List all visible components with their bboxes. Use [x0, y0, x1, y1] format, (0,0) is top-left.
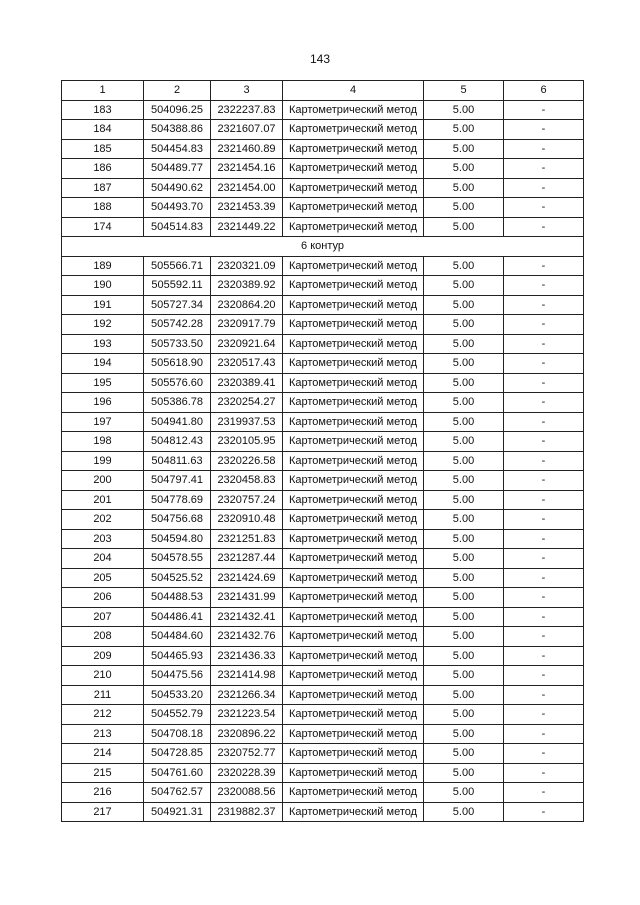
table-row	[62, 529, 584, 549]
table-cell: 504484.60	[144, 627, 211, 647]
table-cell: 504488.53	[144, 588, 211, 608]
table-cell: -	[504, 373, 584, 393]
table-cell: -	[504, 120, 584, 140]
table-cell: 2321287.44	[211, 549, 283, 569]
table-cell: 2320226.58	[211, 451, 283, 471]
table-cell: 2320389.92	[211, 276, 283, 296]
table-cell: 504475.56	[144, 666, 211, 686]
table-cell: 215	[62, 763, 144, 783]
table-cell: -	[504, 802, 584, 822]
table-cell: 2320321.09	[211, 256, 283, 276]
table-cell: 505742.28	[144, 315, 211, 335]
table-cell: 2321454.16	[211, 159, 283, 179]
table-cell: 212	[62, 705, 144, 725]
table-cell: 5.00	[424, 685, 504, 705]
table-cell: Картометрический метод	[283, 159, 424, 179]
table-cell: -	[504, 198, 584, 218]
table-cell: 5.00	[424, 549, 504, 569]
table-cell: 187	[62, 178, 144, 198]
table-cell: 217	[62, 802, 144, 822]
table-cell: 505727.34	[144, 295, 211, 315]
table-cell: Картометрический метод	[283, 354, 424, 374]
table-cell: 505733.50	[144, 334, 211, 354]
table-cell: 504778.69	[144, 490, 211, 510]
table-cell: 5.00	[424, 763, 504, 783]
table-cell: 504761.60	[144, 763, 211, 783]
table-cell: 504486.41	[144, 607, 211, 627]
table-cell: 193	[62, 334, 144, 354]
table-row	[62, 510, 584, 530]
table-cell: 2321432.41	[211, 607, 283, 627]
table-cell: Картометрический метод	[283, 724, 424, 744]
table-cell: 2322237.83	[211, 100, 283, 120]
table-cell: 2320921.64	[211, 334, 283, 354]
table-cell: 5.00	[424, 354, 504, 374]
table-cell: 5.00	[424, 471, 504, 491]
table-row	[62, 685, 584, 705]
table-cell: 216	[62, 783, 144, 803]
table-cell: 2320517.43	[211, 354, 283, 374]
table-cell: 504533.20	[144, 685, 211, 705]
column-header: 4	[283, 81, 424, 101]
table-row	[62, 588, 584, 608]
table-row	[62, 724, 584, 744]
table-cell: -	[504, 783, 584, 803]
table-cell: -	[504, 549, 584, 569]
table-cell: 5.00	[424, 529, 504, 549]
table-cell: -	[504, 627, 584, 647]
table-cell: -	[504, 159, 584, 179]
table-row	[62, 763, 584, 783]
table-cell: -	[504, 510, 584, 530]
table-cell: 2321266.34	[211, 685, 283, 705]
table-cell: Картометрический метод	[283, 256, 424, 276]
table-cell: 197	[62, 412, 144, 432]
table-cell: Картометрический метод	[283, 744, 424, 764]
table-row	[62, 295, 584, 315]
table-row	[62, 178, 584, 198]
table-cell: 2321431.99	[211, 588, 283, 608]
table-cell: Картометрический метод	[283, 627, 424, 647]
table-cell: 2321436.33	[211, 646, 283, 666]
table-cell: 2321453.39	[211, 198, 283, 218]
table-cell: -	[504, 334, 584, 354]
table-cell: 2320752.77	[211, 744, 283, 764]
table-cell: 2320105.95	[211, 432, 283, 452]
table-cell: -	[504, 607, 584, 627]
table-cell: 5.00	[424, 276, 504, 296]
table-cell: 504811.63	[144, 451, 211, 471]
table-cell: 184	[62, 120, 144, 140]
table-cell: -	[504, 276, 584, 296]
table-cell: 5.00	[424, 724, 504, 744]
table-row	[62, 373, 584, 393]
contour-row	[62, 237, 584, 257]
table-cell: Картометрический метод	[283, 607, 424, 627]
table-row	[62, 432, 584, 452]
table-cell: 2320910.48	[211, 510, 283, 530]
table-cell: 2321223.54	[211, 705, 283, 725]
table-cell: -	[504, 315, 584, 335]
table-cell: 213	[62, 724, 144, 744]
table-cell: 2321251.83	[211, 529, 283, 549]
table-cell: 214	[62, 744, 144, 764]
table-cell: 2321454.00	[211, 178, 283, 198]
table-cell: 2321449.22	[211, 217, 283, 237]
table-cell: -	[504, 471, 584, 491]
table-cell: Картометрический метод	[283, 393, 424, 413]
table-cell: 191	[62, 295, 144, 315]
table-header-row	[62, 81, 584, 101]
table-cell: 192	[62, 315, 144, 335]
table-cell: 504921.31	[144, 802, 211, 822]
table-cell: Картометрический метод	[283, 646, 424, 666]
table-cell: 188	[62, 198, 144, 218]
table-row	[62, 568, 584, 588]
table-cell: 5.00	[424, 217, 504, 237]
table-cell: Картометрический метод	[283, 705, 424, 725]
table-cell: 5.00	[424, 646, 504, 666]
table-row	[62, 549, 584, 569]
table-cell: 5.00	[424, 568, 504, 588]
table-cell: Картометрический метод	[283, 510, 424, 530]
table-row	[62, 354, 584, 374]
table-cell: 174	[62, 217, 144, 237]
table-cell: -	[504, 432, 584, 452]
table-cell: Картометрический метод	[283, 529, 424, 549]
table-cell: 504490.62	[144, 178, 211, 198]
table-cell: Картометрический метод	[283, 432, 424, 452]
table-cell: Картометрический метод	[283, 139, 424, 159]
table-cell: 504797.41	[144, 471, 211, 491]
table-cell: -	[504, 763, 584, 783]
table-cell: 2320896.22	[211, 724, 283, 744]
table-cell: 5.00	[424, 295, 504, 315]
table-cell: 5.00	[424, 432, 504, 452]
table-cell: 2321414.98	[211, 666, 283, 686]
table-row	[62, 744, 584, 764]
table-row	[62, 802, 584, 822]
table-row	[62, 217, 584, 237]
table-cell: -	[504, 666, 584, 686]
table-cell: 5.00	[424, 120, 504, 140]
table-cell: 2320389.41	[211, 373, 283, 393]
table-cell: Картометрический метод	[283, 295, 424, 315]
table-row	[62, 451, 584, 471]
table-cell: -	[504, 295, 584, 315]
contour-label: 6 контур	[62, 237, 584, 257]
table-cell: 504762.57	[144, 783, 211, 803]
table-cell: Картометрический метод	[283, 783, 424, 803]
table-cell: 5.00	[424, 178, 504, 198]
table-cell: Картометрический метод	[283, 198, 424, 218]
table-cell: 201	[62, 490, 144, 510]
table-cell: 210	[62, 666, 144, 686]
coordinates-table	[61, 80, 584, 822]
table-cell: 5.00	[424, 666, 504, 686]
table-cell: 5.00	[424, 705, 504, 725]
table-row	[62, 627, 584, 647]
table-row	[62, 159, 584, 179]
table-row	[62, 315, 584, 335]
column-header: 5	[424, 81, 504, 101]
table-cell: -	[504, 685, 584, 705]
table-cell: 207	[62, 607, 144, 627]
table-cell: 2320917.79	[211, 315, 283, 335]
table-cell: 2321460.89	[211, 139, 283, 159]
table-row	[62, 471, 584, 491]
table-cell: -	[504, 724, 584, 744]
table-cell: 5.00	[424, 802, 504, 822]
table-row	[62, 646, 584, 666]
table-cell: Картометрический метод	[283, 763, 424, 783]
table-cell: 505618.90	[144, 354, 211, 374]
table-cell: 5.00	[424, 256, 504, 276]
page-number: 143	[309, 52, 331, 66]
table-row	[62, 705, 584, 725]
table-cell: 2321432.76	[211, 627, 283, 647]
column-header: 6	[504, 81, 584, 101]
table-cell: 505576.60	[144, 373, 211, 393]
table-cell: 504756.68	[144, 510, 211, 530]
table-cell: 202	[62, 510, 144, 530]
table-cell: 2320254.27	[211, 393, 283, 413]
table-row	[62, 120, 584, 140]
table-row	[62, 783, 584, 803]
table-cell: Картометрический метод	[283, 471, 424, 491]
table-cell: 504728.85	[144, 744, 211, 764]
table-cell: 504594.80	[144, 529, 211, 549]
table-cell: 183	[62, 100, 144, 120]
table-cell: 2320864.20	[211, 295, 283, 315]
table-cell: 5.00	[424, 315, 504, 335]
table-cell: 5.00	[424, 159, 504, 179]
table-cell: 190	[62, 276, 144, 296]
table-cell: 504812.43	[144, 432, 211, 452]
table-row	[62, 100, 584, 120]
table-cell: 199	[62, 451, 144, 471]
table-cell: 2320458.83	[211, 471, 283, 491]
table-cell: 189	[62, 256, 144, 276]
table-cell: 5.00	[424, 451, 504, 471]
table-cell: 204	[62, 549, 144, 569]
table-cell: Картометрический метод	[283, 451, 424, 471]
table-cell: 5.00	[424, 139, 504, 159]
table-cell: 504454.83	[144, 139, 211, 159]
table-cell: 198	[62, 432, 144, 452]
table-row	[62, 607, 584, 627]
table-cell: Картометрический метод	[283, 802, 424, 822]
table-cell: -	[504, 217, 584, 237]
table-cell: Картометрический метод	[283, 334, 424, 354]
table-cell: 5.00	[424, 588, 504, 608]
table-cell: Картометрический метод	[283, 412, 424, 432]
table-cell: -	[504, 139, 584, 159]
table-cell: Картометрический метод	[283, 217, 424, 237]
table-cell: -	[504, 588, 584, 608]
contour-group	[62, 237, 584, 257]
table-cell: 2319882.37	[211, 802, 283, 822]
table-cell: 185	[62, 139, 144, 159]
table-cell: 504941.80	[144, 412, 211, 432]
table-cell: 504708.18	[144, 724, 211, 744]
table-cell: Картометрический метод	[283, 666, 424, 686]
table-cell: 208	[62, 627, 144, 647]
table-row	[62, 412, 584, 432]
table-cell: 505566.71	[144, 256, 211, 276]
table-cell: 196	[62, 393, 144, 413]
table-cell: 5.00	[424, 627, 504, 647]
table-cell: 5.00	[424, 607, 504, 627]
table-row	[62, 393, 584, 413]
table-cell: 2320228.39	[211, 763, 283, 783]
table-cell: 205	[62, 568, 144, 588]
table-cell: 2321424.69	[211, 568, 283, 588]
table-cell: Картометрический метод	[283, 100, 424, 120]
table-cell: 504465.93	[144, 646, 211, 666]
table-cell: -	[504, 393, 584, 413]
table-cell: Картометрический метод	[283, 588, 424, 608]
table-cell: 504388.86	[144, 120, 211, 140]
table-cell: -	[504, 568, 584, 588]
table-cell: 504578.55	[144, 549, 211, 569]
table-cell: 5.00	[424, 393, 504, 413]
table-cell: 200	[62, 471, 144, 491]
table-row	[62, 139, 584, 159]
table-cell: 504489.77	[144, 159, 211, 179]
table-cell: 504525.52	[144, 568, 211, 588]
table-cell: 195	[62, 373, 144, 393]
table-cell: 505592.11	[144, 276, 211, 296]
table-cell: Картометрический метод	[283, 315, 424, 335]
column-header: 2	[144, 81, 211, 101]
table-cell: 5.00	[424, 198, 504, 218]
column-header: 3	[211, 81, 283, 101]
table-cell: -	[504, 256, 584, 276]
table-cell: -	[504, 451, 584, 471]
column-header: 1	[62, 81, 144, 101]
table-cell: -	[504, 646, 584, 666]
table-cell: 5.00	[424, 510, 504, 530]
table-cell: 5.00	[424, 100, 504, 120]
table-cell: Картометрический метод	[283, 685, 424, 705]
table-cell: Картометрический метод	[283, 490, 424, 510]
table-cell: 186	[62, 159, 144, 179]
table-cell: -	[504, 412, 584, 432]
table-cell: Картометрический метод	[283, 373, 424, 393]
table-row	[62, 334, 584, 354]
table-cell: 5.00	[424, 744, 504, 764]
table-cell: 504096.25	[144, 100, 211, 120]
point-group	[62, 100, 584, 237]
table-cell: 5.00	[424, 373, 504, 393]
table-cell: -	[504, 744, 584, 764]
table-row	[62, 490, 584, 510]
table-cell: Картометрический метод	[283, 276, 424, 296]
table-cell: 2319937.53	[211, 412, 283, 432]
table-cell: 5.00	[424, 783, 504, 803]
table-cell: 2320757.24	[211, 490, 283, 510]
table-cell: 505386.78	[144, 393, 211, 413]
table-cell: 209	[62, 646, 144, 666]
table-cell: -	[504, 354, 584, 374]
table-cell: 504493.70	[144, 198, 211, 218]
table-cell: 504552.79	[144, 705, 211, 725]
table-cell: -	[504, 100, 584, 120]
table-cell: 5.00	[424, 334, 504, 354]
table-cell: Картометрический метод	[283, 178, 424, 198]
table-cell: Картометрический метод	[283, 568, 424, 588]
table-row	[62, 198, 584, 218]
table-cell: -	[504, 705, 584, 725]
point-group	[62, 256, 584, 822]
table-cell: -	[504, 178, 584, 198]
table-cell: 206	[62, 588, 144, 608]
table-cell: 203	[62, 529, 144, 549]
table-cell: 504514.83	[144, 217, 211, 237]
table-row	[62, 666, 584, 686]
table-cell: 2321607.07	[211, 120, 283, 140]
table-cell: Картометрический метод	[283, 549, 424, 569]
table-cell: 2320088.56	[211, 783, 283, 803]
table-row	[62, 256, 584, 276]
table-cell: Картометрический метод	[283, 120, 424, 140]
table-row	[62, 276, 584, 296]
table-cell: 194	[62, 354, 144, 374]
table-cell: -	[504, 529, 584, 549]
table-cell: 211	[62, 685, 144, 705]
table-cell: 5.00	[424, 490, 504, 510]
table-cell: -	[504, 490, 584, 510]
table-cell: 5.00	[424, 412, 504, 432]
